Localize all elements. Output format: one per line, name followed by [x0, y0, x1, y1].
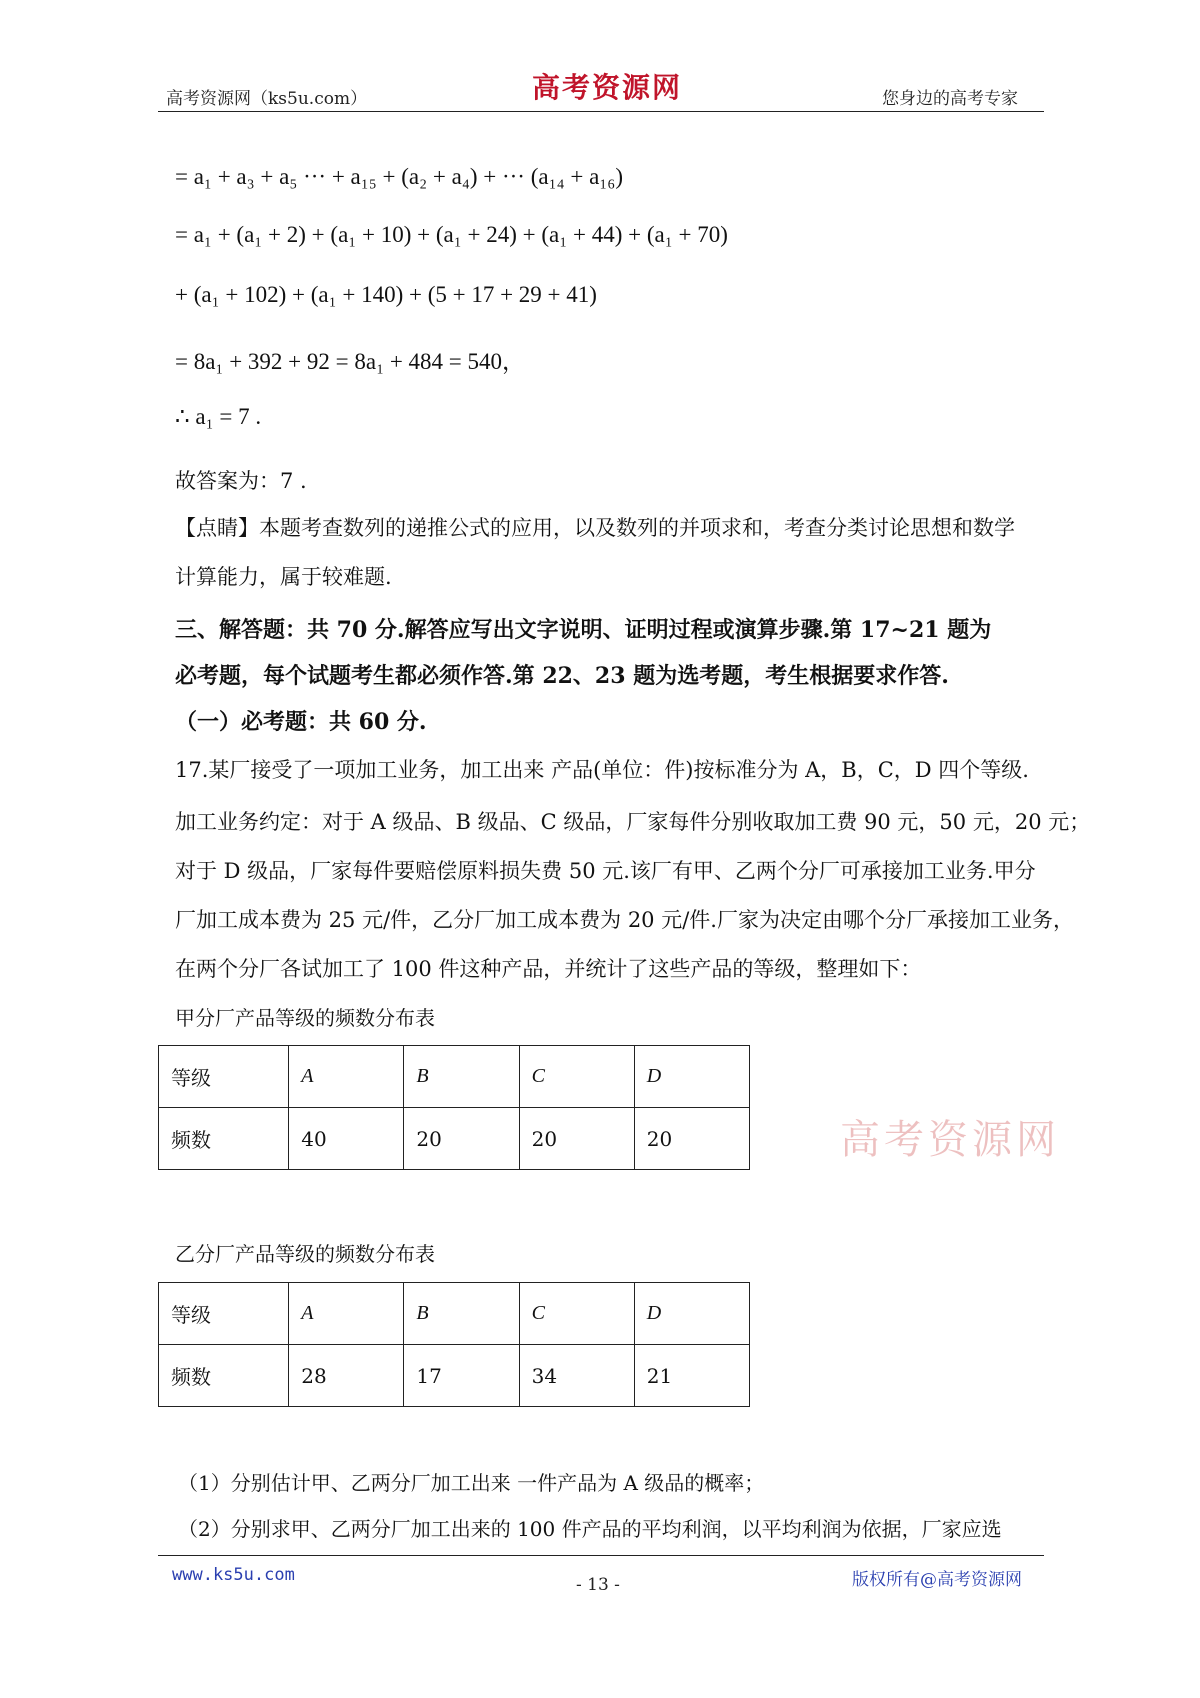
table-cell: 等级: [159, 1046, 289, 1108]
table-cell: 28: [289, 1345, 404, 1407]
table-cell: 20: [404, 1108, 519, 1170]
table-cell: C: [519, 1283, 634, 1345]
footer-link[interactable]: www.ks5u.com: [172, 1565, 295, 1585]
table-cell: 34: [519, 1345, 634, 1407]
math-line-1: = a₁ + a₃ + a₅ ··· + a₁₅ + (a₂ + a₄) + ··· (a₁₄ + a₁₆): [175, 164, 623, 189]
table-cell: 等级: [159, 1283, 289, 1345]
header-slogan: 您身边的高考专家: [882, 89, 1018, 109]
table-cell: A: [289, 1283, 404, 1345]
section-heading-line-2: 必考题，每个试题考生都必须作答.第 22、23 题为选考题，考生根据要求作答.: [175, 663, 949, 689]
table-cell: B: [404, 1046, 519, 1108]
table-cell: 17: [404, 1345, 519, 1407]
math-line-5: ∴ a₁ = 7 .: [175, 404, 262, 429]
problem-line-5: 在两个分厂各试加工了 100 件这种产品，并统计了这些产品的等级，整理如下：: [175, 957, 922, 981]
table-cell: C: [519, 1046, 634, 1108]
math-line-2: = a₁ + (a₁ + 2) + (a₁ + 10) + (a₁ + 24) + (a₁ + 44) + (a₁ + 70): [175, 222, 728, 247]
table-cell: D: [634, 1283, 749, 1345]
table-cell: 21: [634, 1345, 749, 1407]
header-rule: [158, 111, 1044, 112]
problem-line-2: 加工业务约定：对于 A 级品、B 级品、C 级品，厂家每件分别收取加工费 90 元，50 元，20 元；: [175, 810, 1091, 834]
table-header-row: [159, 1046, 750, 1108]
math-line-3: + (a₁ + 102) + (a₁ + 140) + (5 + 17 + 29 + 41): [175, 282, 597, 307]
table-cell: 频数: [159, 1345, 289, 1407]
header-site-name: 高考资源网（ks5u.com）: [166, 89, 368, 109]
table-a-caption: 甲分厂产品等级的频数分布表: [175, 1006, 435, 1030]
answer-line: 故答案为：7 .: [175, 469, 307, 493]
section-heading-line-3: （一）必考题：共 60 分.: [175, 709, 427, 735]
watermark-text: 高考资源网: [840, 1117, 1060, 1163]
table-cell: 20: [519, 1108, 634, 1170]
site-logo: 高考资源网: [532, 71, 683, 104]
table-cell: B: [404, 1283, 519, 1345]
frequency-table-b: [158, 1282, 750, 1407]
question-1: （1）分别估计甲、乙两分厂加工出来 一件产品为 A 级品的概率；: [178, 1471, 765, 1495]
section-heading-line-1: 三、解答题：共 70 分.解答应写出文字说明、证明过程或演算步骤.第 17~21 题为: [175, 617, 992, 643]
table-row: [159, 1345, 750, 1407]
math-line-4: = 8a₁ + 392 + 92 = 8a₁ + 484 = 540，: [175, 349, 526, 374]
comment-line-2: 计算能力，属于较难题.: [175, 565, 392, 589]
table-cell: 频数: [159, 1108, 289, 1170]
footer-rule: [158, 1555, 1044, 1556]
question-2: （2）分别求甲、乙两分厂加工出来的 100 件产品的平均利润，以平均利润为依据，厂家应选: [178, 1517, 1002, 1541]
table-cell: D: [634, 1046, 749, 1108]
table-row: [159, 1108, 750, 1170]
table-cell: 20: [634, 1108, 749, 1170]
frequency-table-a: [158, 1045, 750, 1170]
table-cell: 40: [289, 1108, 404, 1170]
problem-line-4: 厂加工成本费为 25 元/件，乙分厂加工成本费为 20 元/件.厂家为决定由哪个分厂承接加工业务，: [175, 908, 1074, 932]
footer-copyright: 版权所有@高考资源网: [852, 1570, 1022, 1590]
page-number: - 13 -: [576, 1575, 620, 1595]
table-header-row: [159, 1283, 750, 1345]
table-cell: A: [289, 1046, 404, 1108]
comment-line-1: 【点睛】本题考查数列的递推公式的应用，以及数列的并项求和，考查分类讨论思想和数学: [175, 516, 1015, 540]
table-b-caption: 乙分厂产品等级的频数分布表: [175, 1242, 435, 1266]
problem-line-1: 17.某厂接受了一项加工业务，加工出来 产品(单位：件)按标准分为 A，B，C，D 四个等级.: [175, 758, 1029, 782]
problem-line-3: 对于 D 级品，厂家每件要赔偿原料损失费 50 元.该厂有甲、乙两个分厂可承接加工业务.甲分: [175, 859, 1036, 883]
